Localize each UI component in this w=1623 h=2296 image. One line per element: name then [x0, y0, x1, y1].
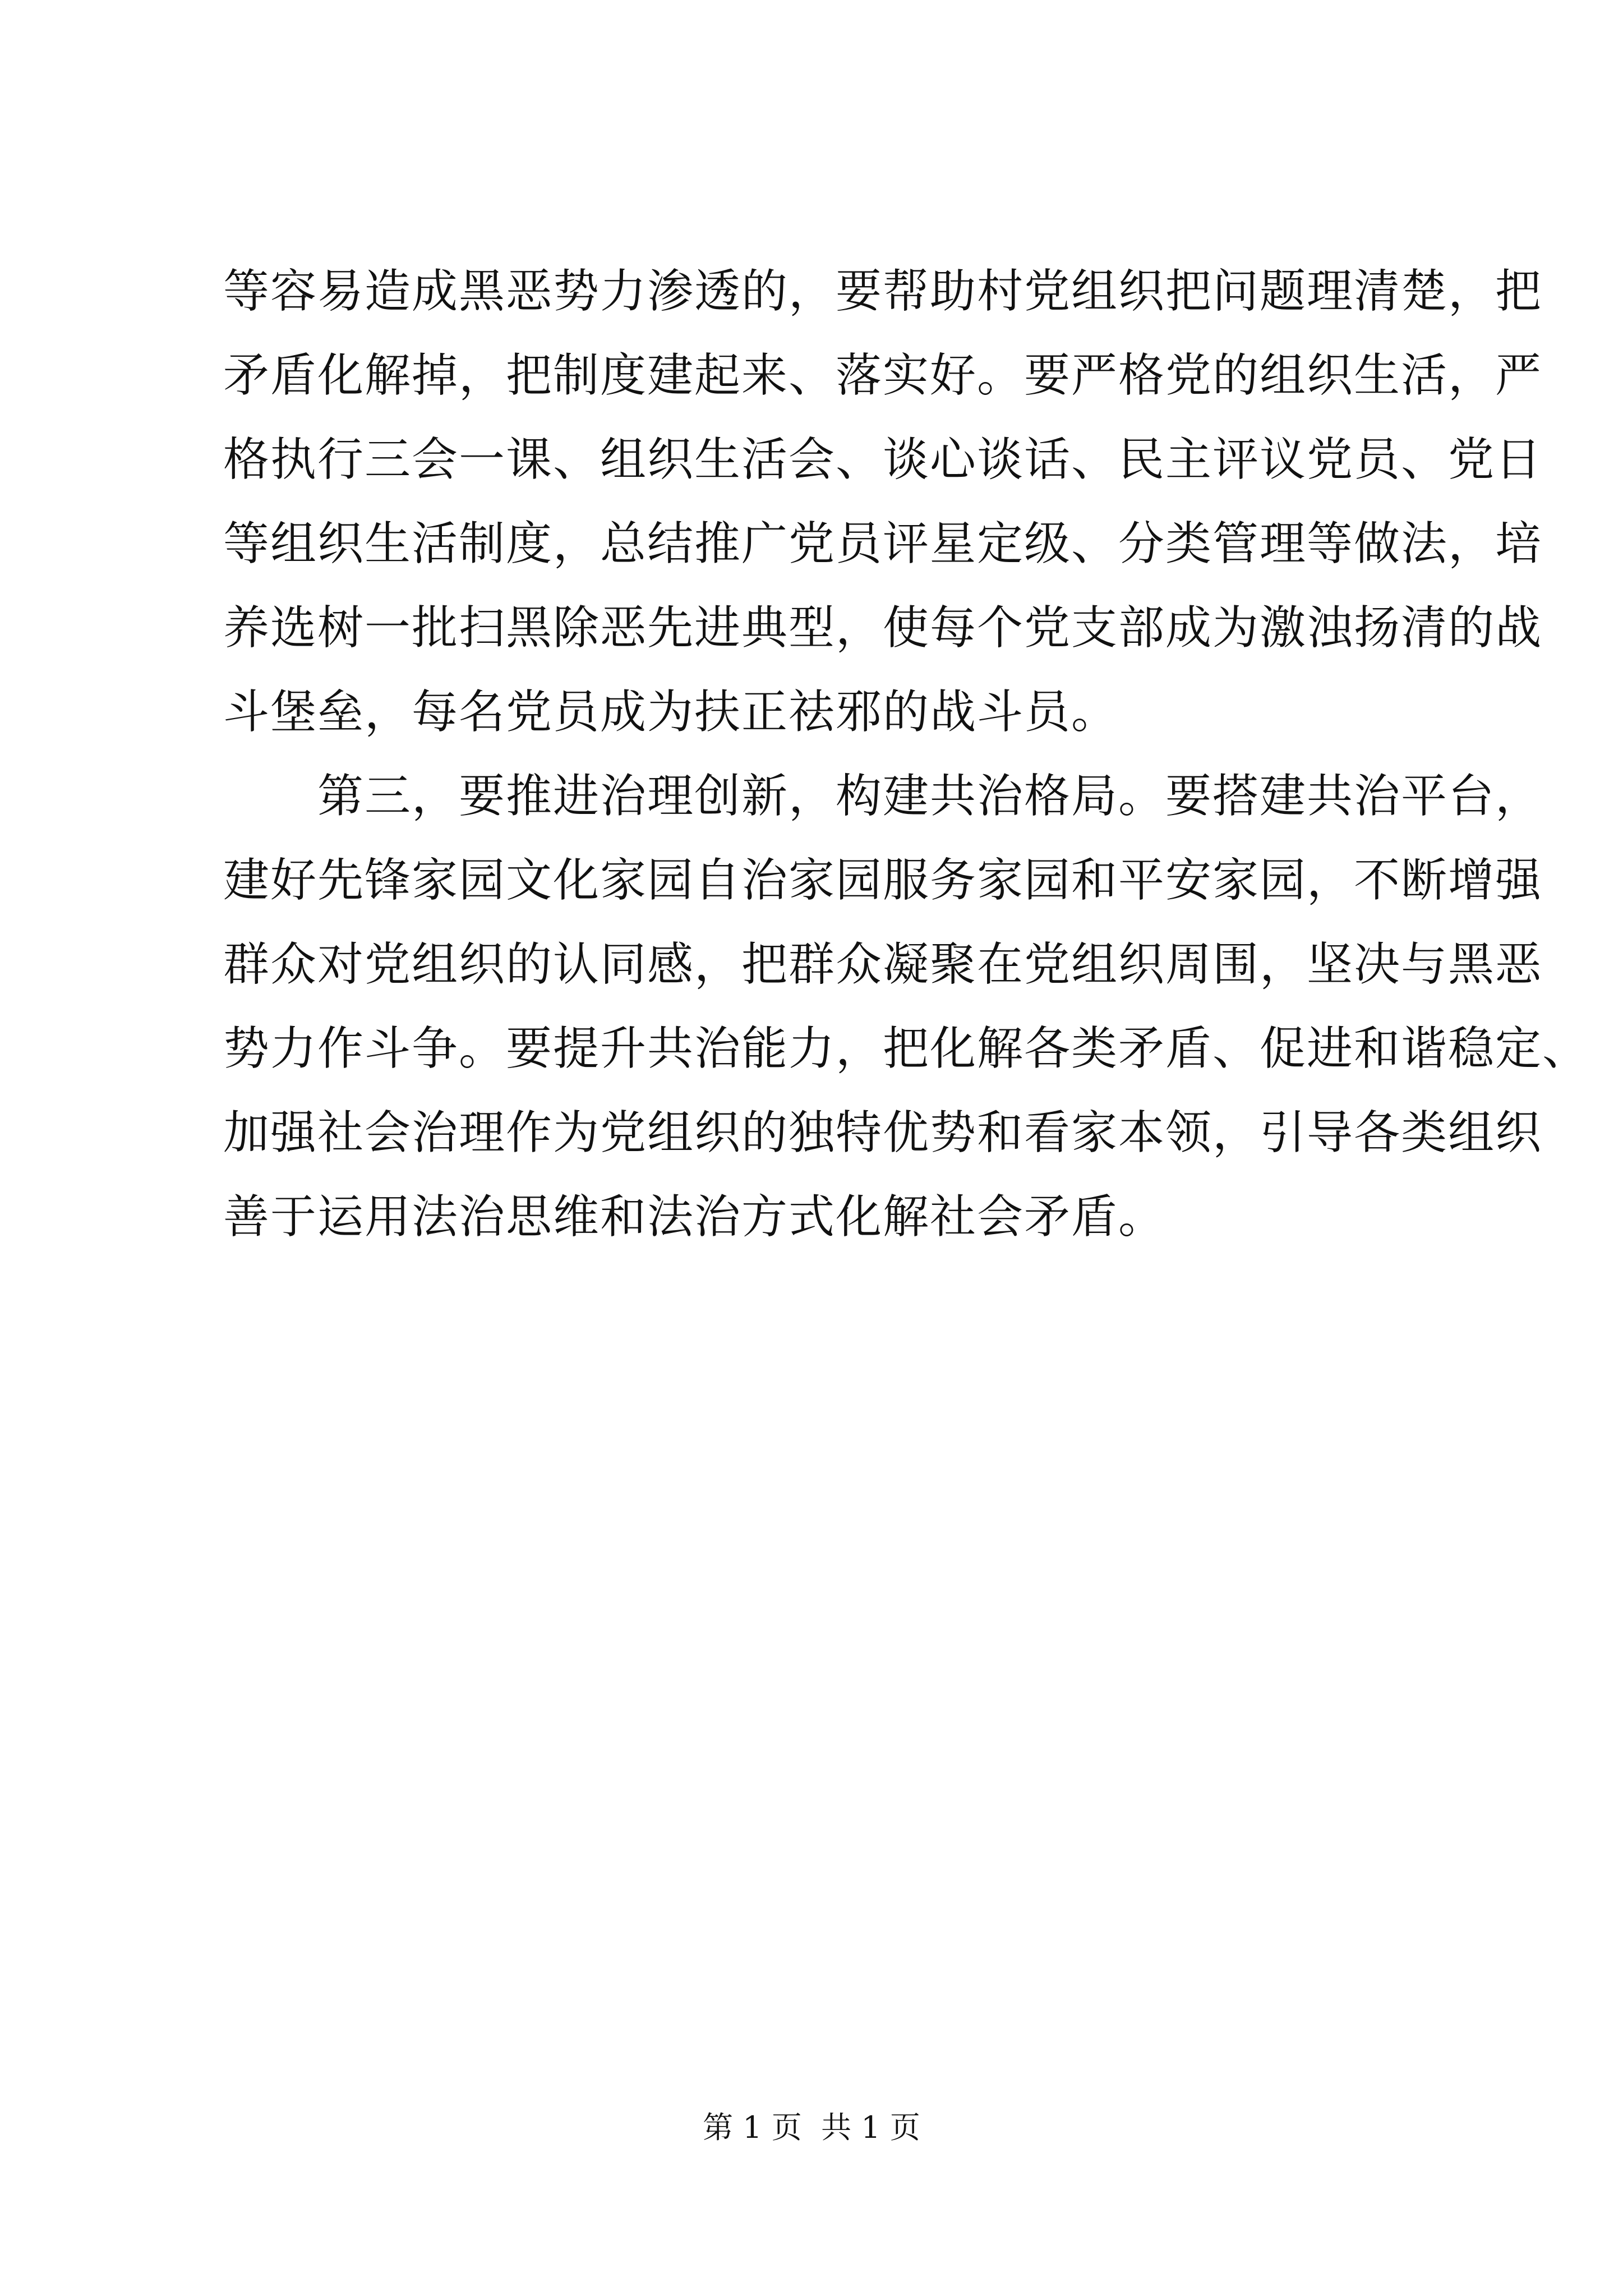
text-line: 善于运用法治思维和法治方式化解社会矛盾。 [223, 1190, 1166, 1244]
text-line: 养选树一批扫黑除恶先进典型，使每个党支部成为激浊扬清的战 [223, 601, 1543, 655]
text-line: 斗堡垒，每名党员成为扶正祛邪的战斗员。 [223, 685, 1119, 739]
text-line: 格执行三会一课、组织生活会、谈心谈话、民主评议党员、党日 [223, 433, 1543, 486]
text-line: 第三，要推进治理创新，构建共治格局。要搭建共治平台， [223, 770, 1543, 823]
text-line: 等组织生活制度，总结推广党员评星定级、分类管理等做法，培 [223, 517, 1543, 570]
text-line: 矛盾化解掉，把制度建起来、落实好。要严格党的组织生活，严 [223, 349, 1543, 402]
page-footer: 第 1 页 共 1 页 [703, 2110, 920, 2145]
text-line: 群众对党组织的认同感，把群众凝聚在党组织周围，坚决与黑恶 [223, 938, 1543, 991]
text-line: 加强社会治理作为党组织的独特优势和看家本领，引导各类组织 [223, 1106, 1543, 1159]
document-body [223, 264, 1590, 1273]
text-line: 建好先锋家园文化家园自治家园服务家园和平安家园，不断增强 [223, 854, 1543, 907]
text-line: 势力作斗争。要提升共治能力，把化解各类矛盾、促进和谐稳定、 [223, 1022, 1590, 1075]
text-line: 等容易造成黑恶势力渗透的，要帮助村党组织把问题理清楚，把 [223, 265, 1543, 318]
